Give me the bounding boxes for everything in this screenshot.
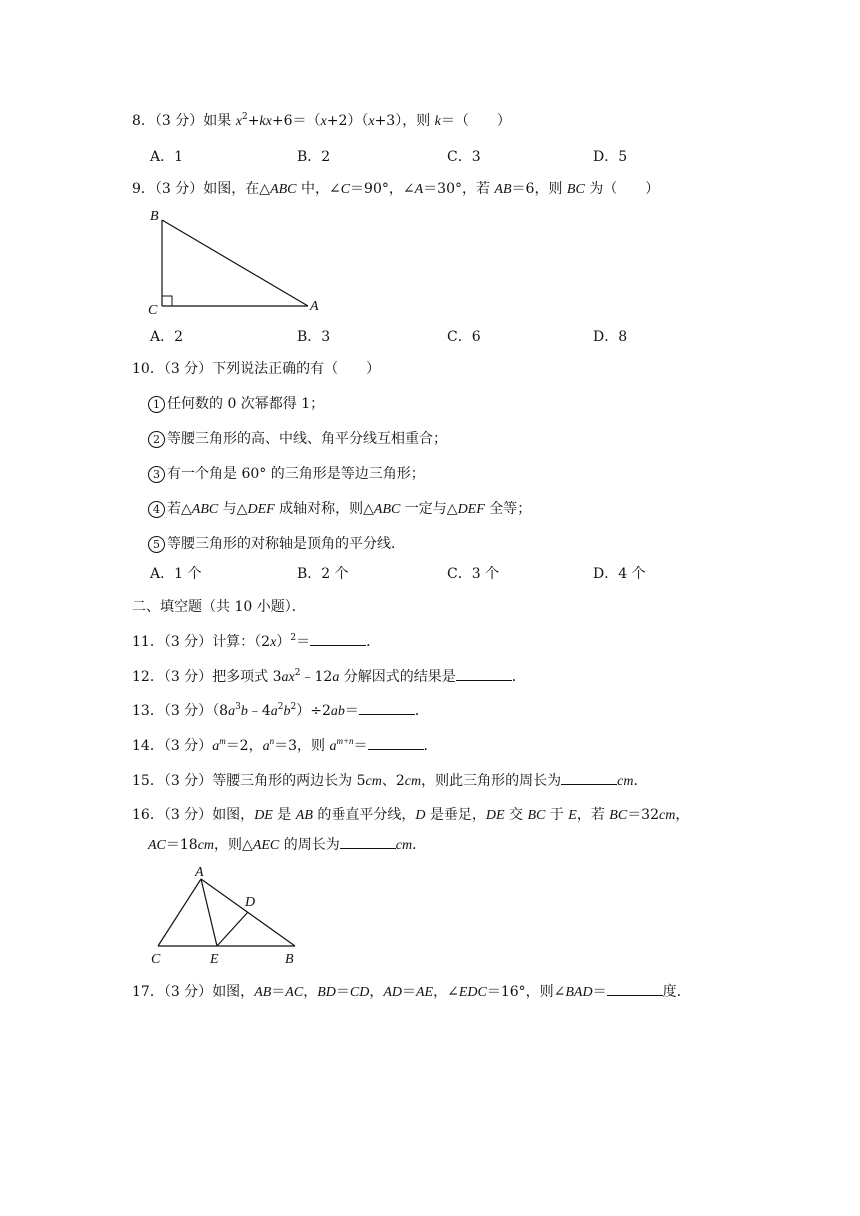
text: 等腰三角形的高、中线、角平分线互相重合； <box>167 431 447 447</box>
var: AE <box>415 985 434 1000</box>
var: DEF <box>247 502 275 517</box>
q10-option-d: D．4 个 <box>593 566 646 582</box>
q8-option-a: A．1 <box>150 149 184 165</box>
score: （3 分） <box>163 807 213 823</box>
question-14 <box>132 737 438 756</box>
circled-number: 4 <box>148 501 165 518</box>
label-d: D <box>245 895 256 910</box>
statement-3 <box>148 465 425 483</box>
exponent: 2 <box>290 633 297 643</box>
section-heading: 二、填空题（共 10 小题）． <box>132 599 306 615</box>
answer-blank[interactable] <box>561 772 617 785</box>
label-c: C <box>148 303 158 318</box>
var: k <box>434 114 441 129</box>
var: ABC <box>270 182 297 197</box>
exponent: m <box>219 736 226 746</box>
question-number: 12． <box>132 669 164 685</box>
var: k <box>259 114 266 129</box>
question-number: 10． <box>132 361 164 377</box>
text: +6＝（ <box>271 113 321 129</box>
label-b: B <box>150 209 159 224</box>
exponent: 2 <box>277 702 284 712</box>
text: 中，∠ <box>296 181 341 197</box>
question-17 <box>132 983 691 1002</box>
question-16-line-2 <box>148 836 426 855</box>
question-15 <box>132 772 647 791</box>
unit: cm <box>659 808 676 823</box>
var: a <box>262 739 270 754</box>
unit: cm <box>404 774 422 789</box>
text: ． <box>511 669 526 685</box>
exponent: 2 <box>241 112 248 122</box>
text: +3），则 <box>374 113 435 129</box>
text: ， <box>303 984 318 1000</box>
var: CD <box>349 985 370 1000</box>
text: 于 <box>545 807 569 823</box>
question-number: 15． <box>132 773 164 789</box>
score: （3 分） <box>163 738 213 754</box>
text: ＝6，则 <box>511 181 567 197</box>
text: 分解因式的结果是 <box>339 669 456 685</box>
score: （3 分） <box>154 113 204 129</box>
text: 计算：（2 <box>212 634 271 650</box>
triangle-abc-figure <box>140 202 330 320</box>
answer-blank[interactable] <box>340 836 396 849</box>
var: AC <box>285 985 304 1000</box>
text: 与△ <box>218 501 248 517</box>
text: ＝ <box>296 634 311 650</box>
text: ） <box>276 634 291 650</box>
text: ＝ <box>592 984 607 1000</box>
question-number: 17． <box>132 984 164 1000</box>
var: AB <box>494 182 512 197</box>
text: 如果 <box>203 113 236 129</box>
var: ABC <box>373 502 401 517</box>
var: ABC <box>191 502 219 517</box>
triangle-aec-figure <box>145 860 315 972</box>
text: ＝ <box>401 984 416 1000</box>
q9-option-d: D．8 <box>593 329 628 345</box>
var: BC <box>566 182 585 197</box>
exponent: n <box>269 736 275 746</box>
text: ＝3，则 <box>274 738 330 754</box>
text: ． <box>423 738 438 754</box>
text: ，则此三角形的周长为 <box>421 773 562 789</box>
circled-number: 1 <box>148 396 165 413</box>
text: ，若 <box>576 807 610 823</box>
text: ＝ <box>344 703 359 719</box>
var: a <box>332 670 340 685</box>
question-number: 14． <box>132 738 164 754</box>
text: ． <box>412 837 427 853</box>
q8-option-c: C．3 <box>447 149 481 165</box>
circled-number: 5 <box>148 536 165 553</box>
text: ＝（ ） <box>440 113 511 129</box>
q9-option-a: A．2 <box>150 329 184 345</box>
label-a: A <box>310 299 319 314</box>
text: 一定与△ <box>400 501 458 517</box>
q10-option-c: C．3 个 <box>447 566 500 582</box>
score: （3 分） <box>163 984 213 1000</box>
unit: cm <box>365 774 382 789</box>
text: 等腰三角形的两边长为 5 <box>212 773 366 789</box>
var: DE <box>485 808 505 823</box>
var: a <box>329 739 337 754</box>
answer-blank[interactable] <box>456 668 512 681</box>
score: （3 分） <box>163 773 213 789</box>
var: x <box>368 114 375 129</box>
text: ）÷2 <box>296 703 331 719</box>
var: ax <box>281 670 295 685</box>
question-16-line-1 <box>132 806 689 825</box>
text: ， <box>369 984 384 1000</box>
text: 等腰三角形的对称轴是顶角的平分线． <box>167 536 405 552</box>
statement-5 <box>148 535 405 553</box>
text: ＝2， <box>225 738 263 754</box>
statement-1 <box>148 395 324 413</box>
unit: cm <box>197 838 215 853</box>
var: a <box>270 704 278 719</box>
text: 如图， <box>212 984 255 1000</box>
var: BAD <box>565 985 593 1000</box>
statement-2 <box>148 430 447 448</box>
text: ＝32 <box>627 807 660 823</box>
text: ，则△ <box>214 837 253 853</box>
var: x <box>265 114 272 129</box>
text: +2）（ <box>326 113 369 129</box>
text: 的周长为 <box>279 837 340 853</box>
text: ． <box>414 703 429 719</box>
text: ＝30°，若 <box>423 181 495 197</box>
exponent: m+n <box>336 736 354 746</box>
text: ， <box>675 807 690 823</box>
unit: cm <box>617 774 634 789</box>
text: ﹣12 <box>300 669 333 685</box>
question-12 <box>132 668 526 687</box>
text: ＝ <box>271 984 286 1000</box>
var: DE <box>254 808 273 823</box>
text: 是垂足， <box>425 807 486 823</box>
text: 交 <box>504 807 528 823</box>
score: （3 分） <box>154 181 204 197</box>
text: ＝18 <box>165 837 198 853</box>
question-13 <box>132 702 429 721</box>
var: b <box>283 704 291 719</box>
q10-option-b: B．2 个 <box>297 566 349 582</box>
question-9 <box>132 180 659 199</box>
score: （3 分） <box>163 703 213 719</box>
text: 任何数的 0 次幂都得 1； <box>167 396 325 412</box>
question-8 <box>132 112 511 131</box>
statement-4 <box>148 500 531 519</box>
circled-number: 2 <box>148 431 165 448</box>
text: ＝ <box>335 984 350 1000</box>
var: AB <box>254 985 272 1000</box>
var: BD <box>317 985 336 1000</box>
label-b: B <box>285 952 294 967</box>
question-number: 13． <box>132 703 164 719</box>
score: （3 分） <box>163 669 213 685</box>
var: a <box>228 704 236 719</box>
text: 如图， <box>212 807 255 823</box>
var: C <box>340 182 351 197</box>
text: ﹣4 <box>247 703 271 719</box>
text: 、2 <box>381 773 405 789</box>
var: a <box>212 739 220 754</box>
question-number: 11． <box>132 634 164 650</box>
var: b <box>240 704 248 719</box>
question-number: 9． <box>132 181 155 197</box>
score: （3 分） <box>163 361 213 377</box>
answer-blank[interactable] <box>368 737 424 750</box>
score: （3 分） <box>163 634 213 650</box>
text: 度． <box>662 984 691 1000</box>
answer-blank[interactable] <box>310 633 366 646</box>
exponent: 2 <box>294 668 301 678</box>
var: AC <box>148 838 166 853</box>
var: E <box>568 808 577 823</box>
text: ＝ <box>353 738 368 754</box>
question-10 <box>132 360 380 378</box>
text: 成轴对称，则△ <box>274 501 374 517</box>
text: 有一个角是 60° 的三角形是等边三角形； <box>167 466 425 482</box>
text: 全等； <box>484 501 532 517</box>
text: （8 <box>212 703 229 719</box>
var: AB <box>295 808 313 823</box>
text: 为（ ） <box>584 181 660 197</box>
var: BC <box>609 808 628 823</box>
text: ． <box>366 634 381 650</box>
var: x <box>270 635 277 650</box>
question-number: 16． <box>132 807 164 823</box>
var: DEF <box>457 502 485 517</box>
var: AEC <box>252 838 280 853</box>
text: ． <box>633 773 648 789</box>
label-a: A <box>195 865 204 880</box>
text: 把多项式 3 <box>212 669 282 685</box>
circled-number: 3 <box>148 466 165 483</box>
label-c: C <box>151 952 161 967</box>
answer-blank[interactable] <box>359 702 415 715</box>
var: x <box>235 114 242 129</box>
exponent: 3 <box>235 702 241 712</box>
var: A <box>414 182 424 197</box>
answer-blank[interactable] <box>607 983 663 996</box>
text: ＝90°，∠ <box>350 181 415 197</box>
var: D <box>415 808 426 823</box>
var: AD <box>383 985 402 1000</box>
text: 是 <box>272 807 296 823</box>
var: EDC <box>458 985 487 1000</box>
q10-option-a: A．1 个 <box>150 566 202 582</box>
var: ab <box>330 704 345 719</box>
q9-option-b: B．3 <box>297 329 331 345</box>
unit: cm <box>395 838 413 853</box>
question-11 <box>132 633 380 652</box>
text: ＝16°，则∠ <box>486 984 566 1000</box>
q9-option-c: C．6 <box>447 329 481 345</box>
question-number: 8． <box>132 113 155 129</box>
q8-option-b: B．2 <box>297 149 331 165</box>
text: + <box>247 113 260 129</box>
text: 下列说法正确的有（ ） <box>212 361 381 377</box>
text: 的垂直平分线， <box>312 807 416 823</box>
var: x <box>320 114 327 129</box>
text: 若△ <box>167 501 192 517</box>
exponent: 2 <box>290 702 297 712</box>
label-e: E <box>210 952 219 967</box>
q8-option-d: D．5 <box>593 149 628 165</box>
text: ，∠ <box>433 984 459 1000</box>
var: BC <box>527 808 546 823</box>
text: 如图，在△ <box>203 181 271 197</box>
